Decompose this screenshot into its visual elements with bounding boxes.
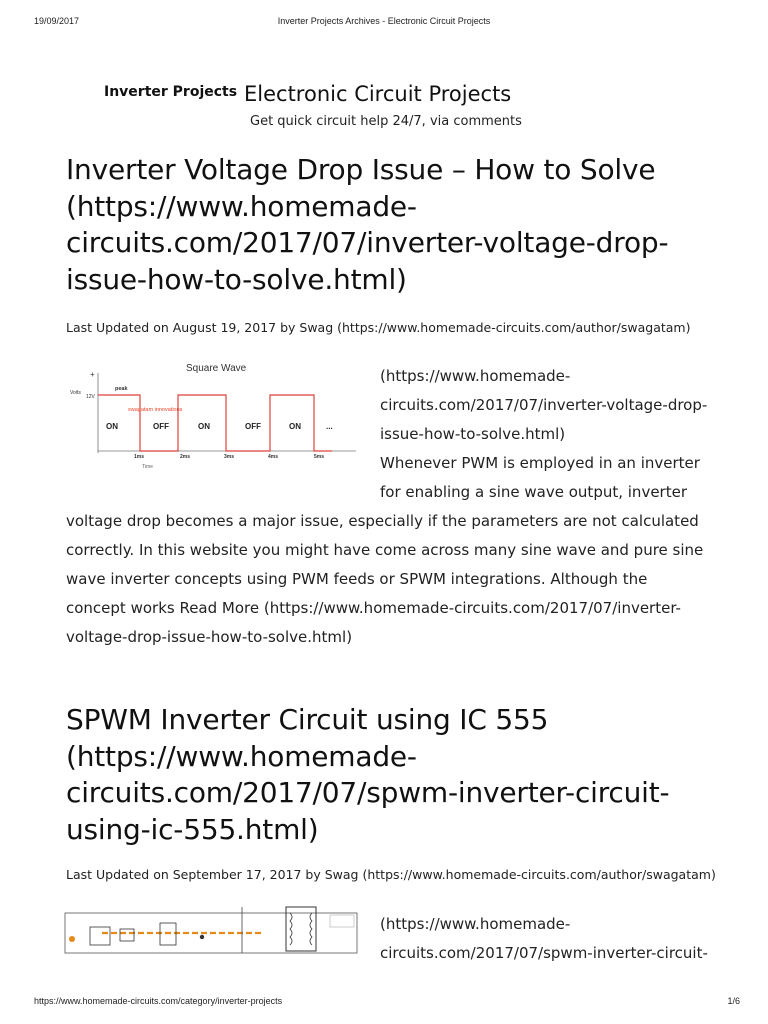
title-line: Inverter Voltage Drop Issue – How to Solve (66, 153, 656, 186)
excerpt-link-line[interactable]: (https://www.homemade- (380, 367, 571, 385)
title-line: issue-how-to-solve.html) (66, 262, 407, 296)
post-excerpt-2 (66, 910, 742, 968)
print-date: 19/09/2017 (34, 16, 80, 26)
figure-watermark: swagatam innovations (128, 407, 183, 413)
post-title-link-2[interactable] (66, 702, 736, 848)
title-line: (https://www.homemade- (66, 189, 417, 223)
title-line: circuits.com/2017/07/spwm-inverter-circuit- (66, 776, 670, 809)
tick-label: 2ms (180, 454, 191, 460)
post-meta-2: Last Updated on September 17, 2017 by Swag (https://www.homemade-circuits.com/author/swagatam) (66, 867, 716, 882)
tick-label: 4ms (268, 454, 279, 460)
page-number: 1/6 (727, 996, 740, 1006)
post-title-link-1[interactable] (66, 152, 736, 298)
title-line: SPWM Inverter Circuit using IC 555 (66, 703, 549, 736)
excerpt-link-line[interactable]: (https://www.homemade- (380, 915, 571, 933)
state-label: ON (289, 422, 301, 431)
axis-label: Time (142, 464, 153, 470)
site-branding (104, 84, 724, 134)
figure-plus: + (90, 370, 95, 379)
title-line: using-ic-555.html) (66, 812, 319, 846)
state-label: OFF (245, 422, 261, 431)
category-label: Inverter Projects (104, 84, 238, 100)
title-line: (https://www.homemade- (66, 739, 417, 773)
state-label: ON (198, 422, 210, 431)
state-label: ON (106, 422, 118, 431)
title-line: circuits.com/2017/07/inverter-voltage-drop- (66, 226, 669, 259)
excerpt-line: wave inverter concepts using PWM feeds or SPWM integrations. Although the (66, 570, 648, 588)
excerpt-line: for enabling a sine wave output, inverter (380, 483, 687, 501)
print-page-title: Inverter Projects Archives - Electronic Circuit Projects (277, 16, 491, 26)
post-excerpt-1 (66, 362, 742, 652)
excerpt-line: correctly. In this website you might have come across many sine wave and pure sine (66, 541, 704, 559)
excerpt-link-line[interactable]: issue-how-to-solve.html) (380, 425, 566, 443)
excerpt-line: voltage drop becomes a major issue, especially if the parameters are not calculated (66, 512, 699, 530)
excerpt-line: Whenever PWM is employed in an inverter (380, 454, 700, 472)
figure-volts: Volts (70, 390, 81, 396)
excerpt-link-line[interactable]: circuits.com/2017/07/spwm-inverter-circuit- (380, 944, 708, 962)
state-label: ... (326, 422, 333, 431)
post-meta-1: Last Updated on August 19, 2017 by Swag (https://www.homemade-circuits.com/author/swagatam) (66, 320, 691, 335)
excerpt-link-line[interactable]: circuits.com/2017/07/inverter-voltage-drop- (380, 396, 708, 414)
print-url: https://www.homemade-circuits.com/category/inverter-projects (34, 996, 283, 1006)
tick-label: 3ms (224, 454, 235, 460)
tick-label: 1ms (134, 454, 145, 460)
print-footer (0, 996, 768, 1012)
site-name-link[interactable]: Electronic Circuit Projects (244, 82, 512, 106)
figure-level: 12V (86, 394, 95, 400)
figure-peak: peak (115, 386, 128, 392)
state-label: OFF (153, 422, 169, 431)
figure-title: Square Wave (186, 363, 247, 374)
read-more-link[interactable]: concept works Read More (https://www.homemade-circuits.com/2017/07/inverter- (66, 599, 681, 617)
site-tagline: Get quick circuit help 24/7, via comments (250, 114, 522, 129)
tick-label: 5ms (314, 454, 325, 460)
read-more-link-cont[interactable]: voltage-drop-issue-how-to-solve.html) (66, 628, 353, 646)
